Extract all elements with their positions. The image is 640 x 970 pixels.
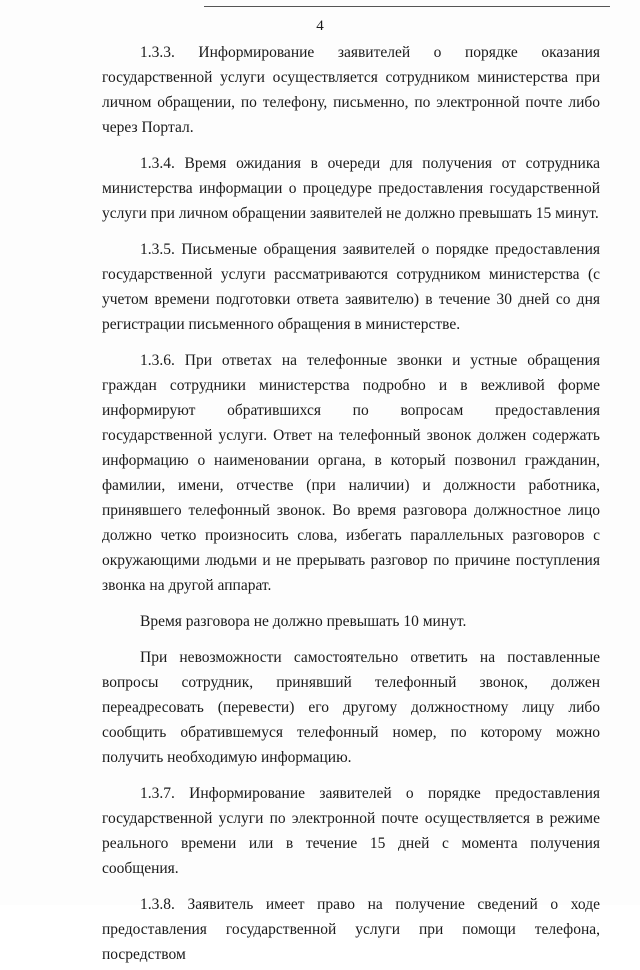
paragraph-call-duration: Время разговора не должно превышать 10 минут. (140, 613, 467, 630)
paragraph-1-3-8: 1.3.8. Заявитель имеет право на получение сведений о ходе предоставления государственной услуги при помощи телефона, посредством (102, 896, 600, 963)
paragraph-1-3-4: 1.3.4. Время ожидания в очереди для получения от сотрудника министерства информации о процедуре предоставления государственной услуги при личном обращении заявителей не должно превышать 15 минут. (102, 155, 600, 222)
page-number: 4 (316, 18, 324, 34)
document-body (102, 40, 600, 970)
paragraph-1-3-6: 1.3.6. При ответах на телефонные звонки и устные обращения граждан сотрудники министерства подробно и в вежливой форме информируют обратившихся по вопросам предоставления государственной услуги. Ответ на телефонный звонок должен содержать информацию о наименовании органа, в который позвонил гражданин, фамилии, имени, отчестве (при наличии) и должности работника, принявшего телефонный звонок. Во время разговора должностное лицо должно четко произносить слова, избегать параллельных разговоров с окружающими людьми и не прерывать разговор по причине поступления звонка на другой аппарат. (102, 352, 600, 594)
paragraph-1-3-5: 1.3.5. Письменые обращения заявителей о порядке предоставления государственной услуги рассматриваются сотрудником министерства (с учетом времени подготовки ответа заявителю) в течение 30 дней со дня регистрации письменного обращения в министерстве. (102, 241, 600, 333)
paragraph-redirect: При невозможности самостоятельно ответить на поставленные вопросы сотрудник, принявший телефонный звонок, должен переадресовать (перевести) его другому должностному лицу либо сообщить обратившемуся телефонный номер, по которому можно получить необходимую информацию. (102, 649, 600, 766)
header-rule (204, 6, 610, 7)
paragraph-1-3-3: 1.3.3. Информирование заявителей о порядке оказания государственной услуги осуществляется сотрудником министерства при личном обращении, по телефону, письменно, по электронной почте либо через Портал. (102, 44, 600, 136)
paragraph-1-3-7: 1.3.7. Информирование заявителей о порядке предоставления государственной услуги по электронной почте осуществляется в режиме реального времени или в течение 15 дней с момента получения сообщения. (102, 785, 600, 877)
